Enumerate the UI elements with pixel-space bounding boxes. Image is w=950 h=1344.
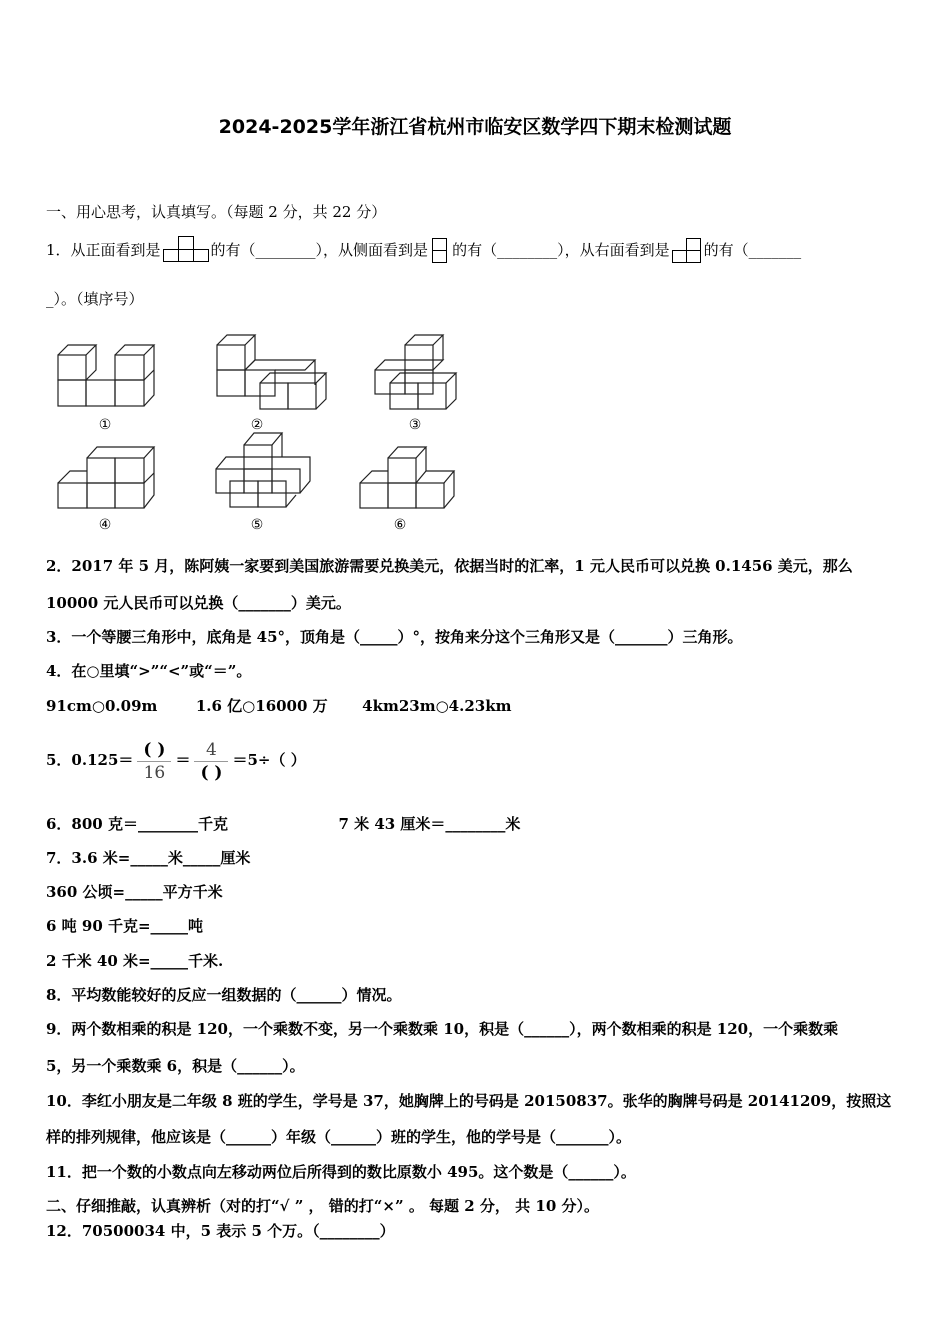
figure-label-5: ⑤ (250, 517, 264, 533)
question-7-line-3: 6 吨 90 千克=_____吨 (46, 917, 204, 935)
figure-3 (375, 335, 456, 409)
question-7-line-1: 7．3.6 米=_____米_____厘米 (46, 849, 251, 867)
question-7-line-4: 2 千米 40 米=_____千米. (46, 952, 224, 970)
front-view-icon (163, 241, 209, 261)
compare-item-3: 4km23m○4.23km (362, 697, 512, 715)
figure-4 (58, 447, 154, 508)
question-4-items (46, 696, 511, 716)
question-1-tail: _）。（填序号） (46, 290, 144, 308)
question-10-line-1: 10．李红小朋友是二年级 8 班的学生，学号是 37，她胸牌上的号码是 20150837。张华的胸牌号码是 20141209，按照这 (46, 1092, 892, 1110)
figure-1 (58, 345, 154, 406)
question-3: 3．一个等腰三角形中，底角是 45°，顶角是（_____）°，按角来分这个三角形又是（_______）三角形。 (46, 628, 743, 646)
figure-6 (360, 447, 454, 508)
figure-label-4: ④ (98, 517, 112, 533)
question-2-line-2: 10000 元人民币可以兑换（_______）美元。 (46, 594, 351, 612)
question-9-line-2: 5，另一个乘数乘 6，积是（______）。 (46, 1057, 305, 1075)
section-2-heading: 二、仔细推敲，认真辨析（对的打“√ ” ， 错的打“×” 。 每题 2 分， 共 10 分）。 (46, 1197, 599, 1215)
question-4: 4．在○里填“>”“<”或“＝”。 (46, 662, 252, 680)
question-8: 8．平均数能较好的反应一组数据的（______）情况。 (46, 986, 402, 1004)
right-view-icon (672, 240, 702, 262)
figure-label-3: ③ (408, 417, 422, 433)
compare-item-2: 1.6 亿○16000 万 (195, 697, 328, 715)
figure-label-1: ① (98, 417, 112, 433)
question-10-line-2: 样的排列规律，他应该是（______）年级（______）班的学生，他的学号是（_______）。 (46, 1128, 632, 1146)
compare-item-1: 91cm○0.09m (46, 697, 158, 715)
question-12: 12．70500034 中，5 表示 5 个万。（________） (46, 1222, 395, 1240)
fraction-1: $\frac{( )}{16}$ (137, 739, 171, 784)
question-5: 5．0.125＝ $\frac{( )}{16}$ ＝ $\frac{4}{( )}$ ＝5÷（ ） (46, 739, 306, 783)
figure-5 (216, 433, 310, 507)
question-6: 6．800 克＝________千克 7 米 43 厘米＝________米 (46, 815, 521, 833)
side-view-icon (432, 240, 448, 262)
figure-2 (217, 335, 326, 409)
cube-figures (50, 325, 480, 540)
question-2-line-1: 2．2017 年 5 月，陈阿姨一家要到美国旅游需要兑换美元，依据当时的汇率，1 元人民币可以兑换 0.1456 美元，那么 (46, 557, 853, 575)
fraction-2: $\frac{4}{( )}$ (194, 739, 228, 784)
question-1: 1．从正面看到是 的有（________），从侧面看到是 的有（________），从右面看到是 的有（_______ (46, 240, 801, 262)
question-7-line-2: 360 公顷=_____平方千米 (46, 883, 223, 901)
section-1-heading: 一、用心思考，认真填写。（每题 2 分，共 22 分） (46, 203, 387, 221)
question-11: 11．把一个数的小数点向左移动两位后所得到的数比原数小 495。这个数是（______）。 (46, 1163, 636, 1181)
figure-label-2: ② (250, 417, 264, 433)
page-title: 2024-2025学年浙江省杭州市临安区数学四下期末检测试题 (218, 116, 732, 138)
figure-label-6: ⑥ (393, 517, 407, 533)
question-9-line-1: 9．两个数相乘的积是 120，一个乘数不变，另一个乘数乘 10，积是（______），两个数相乘的积是 120，一个乘数乘 (46, 1020, 839, 1038)
